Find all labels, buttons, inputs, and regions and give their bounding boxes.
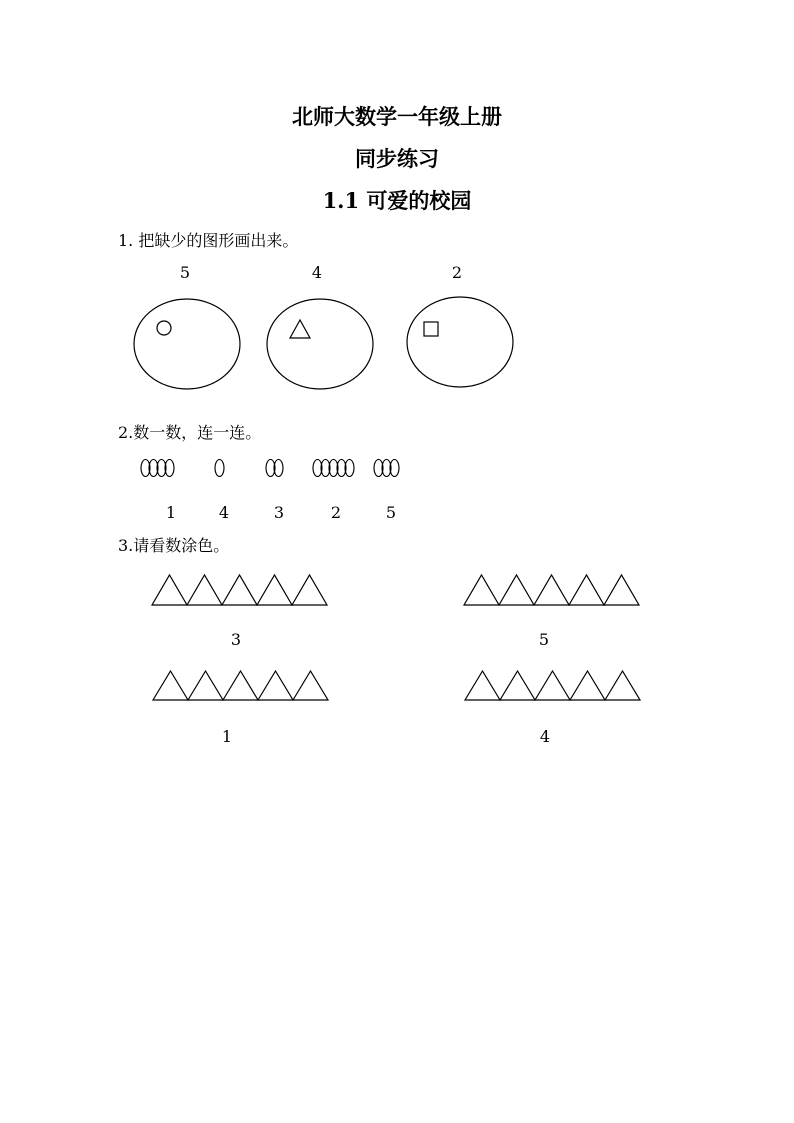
triangle-icon[interactable] [569, 575, 604, 605]
question-3-text: 3.请看数涂色。 [118, 536, 230, 555]
triangle-icon[interactable] [500, 671, 535, 700]
triangle-row-4 [465, 671, 640, 700]
triangle-row-3 [153, 671, 328, 700]
triangle-icon[interactable] [222, 575, 257, 605]
triangle-icon[interactable] [604, 575, 639, 605]
triangle-icon[interactable] [153, 671, 188, 700]
triangle-icon[interactable] [187, 575, 222, 605]
triangle-icon[interactable] [465, 671, 500, 700]
q2-number-5: 5 [385, 503, 397, 522]
q1-count-2: 4 [311, 263, 323, 282]
triangle-icon[interactable] [152, 575, 187, 605]
page-title: 北师大数学一年级上册 [292, 104, 502, 129]
q3-number-1: 3 [230, 630, 242, 649]
q3-number-2: 5 [538, 630, 550, 649]
q3-number-3: 1 [221, 727, 233, 746]
triangle-icon[interactable] [464, 575, 499, 605]
triangle-icon[interactable] [605, 671, 640, 700]
triangle-icon[interactable] [257, 575, 292, 605]
triangle-icon[interactable] [535, 671, 570, 700]
triangle-row-2 [464, 575, 639, 605]
triangle-icon[interactable] [188, 671, 223, 700]
triangle-icon[interactable] [292, 575, 327, 605]
question-1-text: 1. 把缺少的图形画出来。 [118, 231, 299, 250]
lesson-title: 1.1 可爱的校园 [322, 188, 472, 213]
triangle-icon[interactable] [570, 671, 605, 700]
q1-count-3: 2 [451, 263, 463, 282]
triangle-icon[interactable] [258, 671, 293, 700]
triangle-row-1 [152, 575, 327, 605]
q2-number-1: 1 [165, 503, 177, 522]
triangle-icon[interactable] [293, 671, 328, 700]
q2-number-4: 2 [330, 503, 342, 522]
q2-number-2: 4 [218, 503, 230, 522]
q2-number-3: 3 [273, 503, 285, 522]
page-subtitle: 同步练习 [355, 146, 439, 171]
q3-number-4: 4 [539, 727, 551, 746]
triangle-icon[interactable] [534, 575, 569, 605]
q1-count-1: 5 [179, 263, 191, 282]
triangle-icon[interactable] [499, 575, 534, 605]
question-2-text: 2.数一数，连一连。 [118, 423, 262, 442]
triangle-icon[interactable] [223, 671, 258, 700]
